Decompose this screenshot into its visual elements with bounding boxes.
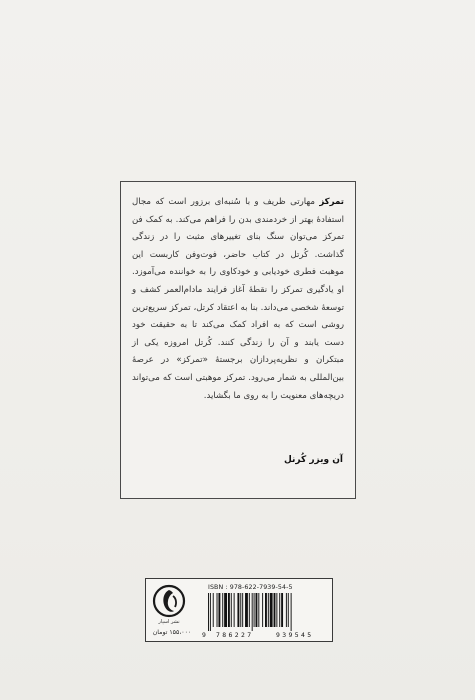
author-signature: آن ویزر کُرنل bbox=[283, 455, 343, 465]
blurb-text bbox=[132, 194, 344, 405]
barcode-bar bbox=[245, 593, 248, 627]
barcode-group-2: 939545 bbox=[276, 631, 314, 639]
barcode-icon bbox=[204, 593, 328, 631]
barcode-bar bbox=[281, 593, 283, 627]
barcode-bar bbox=[279, 593, 280, 627]
barcode-bar bbox=[237, 593, 239, 627]
price-label: ۱۵۵،۰۰۰ تومان bbox=[152, 629, 192, 636]
barcode-bar bbox=[208, 593, 209, 631]
blurb-lead-word: تمرکز bbox=[319, 197, 344, 207]
blurb-body: مهارتی ظریف و با سُنبه‌ای برزور است که مجال استفادهٔ بهتر از خردمندی بدن را فراهم می‌کند. به کمک فن تمرکز می‌توان سنگ بنای تغییرهای مثبت را در زندگی گذاشت. کُرتل در کتاب حاضر، فوت‌وفن کاربست این موهبت فطری خودیابی و خودکاوی را به خواننده می‌آموزد. او یادگیری تمرکز را نقطهٔ آغاز فرایند مادام‌العمر کشف و توسعهٔ شخصی می‌داند. بنا به اعتقاد کرتل، تمرکز سریع‌ترین روشی است که به افراد کمک می‌کند تا به حقیقت خود دست یابند و آن را زندگی کنند. کُرتل امروزه یکی از مبتکران و نظریه‌پردازان برجستهٔ «تمرکز» در عرصهٔ بین‌المللی به شمار می‌رود. تمرکز موهبتی است که می‌تواند دریچه‌های معنویت را به روی ما بگشاید. bbox=[132, 197, 344, 401]
barcode-bar bbox=[218, 593, 220, 627]
barcode-bar bbox=[288, 593, 289, 627]
blurb-box bbox=[120, 181, 356, 499]
publisher-name: نشر اسپار bbox=[158, 619, 180, 625]
publisher-logo-icon bbox=[152, 583, 186, 621]
barcode-bar bbox=[249, 593, 250, 627]
barcode-bar bbox=[217, 593, 218, 627]
isbn-price-box bbox=[145, 578, 333, 642]
barcode-bar bbox=[258, 593, 259, 627]
isbn-label: ISBN : 978-622-7939-54-5 bbox=[208, 584, 293, 591]
barcode-bar bbox=[242, 593, 243, 627]
barcode-bar bbox=[265, 593, 267, 627]
barcode-bar bbox=[234, 593, 235, 627]
barcode-bar bbox=[228, 593, 230, 627]
barcode-bar bbox=[291, 593, 292, 631]
barcode-bar bbox=[268, 593, 269, 627]
barcode-left-digit: 9 bbox=[202, 631, 206, 639]
barcode-bar bbox=[256, 593, 258, 627]
barcode-bar bbox=[262, 593, 263, 627]
barcode-bar bbox=[270, 593, 273, 627]
barcode-bar bbox=[231, 593, 232, 627]
barcode-group-1: 786227 bbox=[216, 631, 254, 639]
barcode-bar bbox=[222, 593, 223, 627]
barcode-bar bbox=[213, 593, 214, 627]
barcode-bar bbox=[276, 593, 277, 627]
barcode-bar bbox=[274, 593, 276, 627]
barcode-bar bbox=[286, 593, 287, 627]
barcode-bar bbox=[252, 593, 253, 631]
barcode-bar bbox=[210, 593, 211, 631]
barcode-bar bbox=[224, 593, 227, 627]
barcode-bar bbox=[240, 593, 241, 627]
barcode-bar bbox=[254, 593, 255, 627]
